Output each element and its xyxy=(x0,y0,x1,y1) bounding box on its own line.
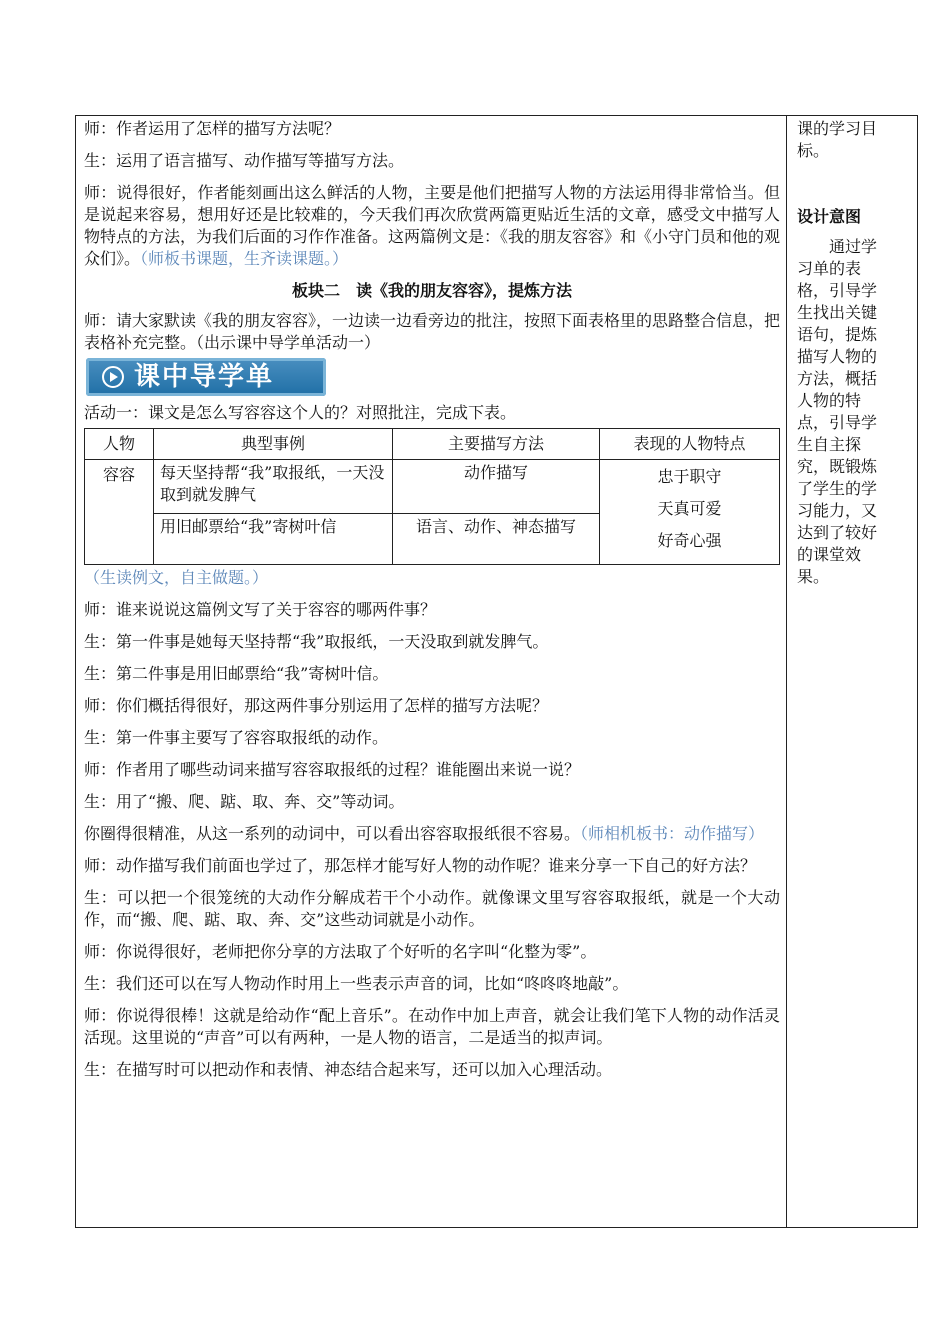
person-cell: 容容 xyxy=(85,460,154,565)
method-cell: 语言、动作、神态描写 xyxy=(393,513,600,565)
dialogue-text: 你圈得很精准，从这一系列的动词中，可以看出容容取报纸很不容易。 xyxy=(84,824,581,843)
header-cell: 典型事例 xyxy=(154,429,393,460)
dialogue-line: 生：用了“搬、爬、踮、取、奔、交”等动词。 xyxy=(84,792,405,811)
header-cell: 表现的人物特点 xyxy=(600,429,780,460)
side-column xyxy=(797,118,877,598)
dialogue-line: 师：你们概括得很好，那这两件事分别运用了怎样的描写方法呢？ xyxy=(84,696,549,715)
guide-banner xyxy=(86,358,326,396)
method-cell: 动作描写 xyxy=(393,460,600,514)
dialogue-line xyxy=(84,823,780,845)
trait: 好奇心强 xyxy=(657,531,722,550)
banner-text: 课中导学单 xyxy=(134,362,275,392)
teacher-note: （生读例文，自主做题。） xyxy=(84,568,269,587)
header-cell: 主要描写方法 xyxy=(393,429,600,460)
header-cell: 人物 xyxy=(85,429,154,460)
paragraph: 生：运用了语言描写、动作描写等描写方法。 xyxy=(84,151,405,170)
dialogue-line: 生：第一件事主要写了容容取报纸的动作。 xyxy=(84,728,389,747)
section-title: 板块二 读《我的朋友容容》，提炼方法 xyxy=(291,281,572,300)
paragraph-text: 师：说得很好，作者能刻画出这么鲜活的人物，主要是他们把描写人物的方法运用得非常恰当。但是说起来容易，想用好还是比较难的，今天我们再次欣赏两篇更贴近生活的文章，感受文中描写人物特点的方法，为我们后面的习作作准备。这两篇例文是：《我的朋友容容》和《小守门员和他的观众们》。 xyxy=(84,183,781,268)
dialogue-line: 生：第二件事是用旧邮票给“我”寄树叶信。 xyxy=(84,664,389,683)
dialogue-line: 生：第一件事是她每天坚持帮“我”取报纸，一天没取到就发脾气。 xyxy=(84,632,549,651)
event-cell: 每天坚持帮“我”取报纸，一天没取到就发脾气 xyxy=(154,460,393,514)
table-header-row xyxy=(85,429,780,460)
dialogue-line: 师：你说得很棒！这就是给动作“配上音乐”。在动作中加上声音，就会让我们笔下人物的动作活灵活现。这里说的“声音”可以有两种，一是人物的语言，二是适当的拟声词。 xyxy=(84,1006,780,1047)
trait: 天真可爱 xyxy=(657,499,722,518)
paragraph: 师：作者运用了怎样的描写方法呢？ xyxy=(84,119,341,138)
paragraph: 师：请大家默读《我的朋友容容》，一边读一边看旁边的批注，按照下面表格里的思路整合信息，把表格补充完整。（出示课中导学单活动一） xyxy=(84,311,781,352)
dialogue-line: 师：你说得很好，老师把你分享的方法取了个好听的名字叫“化整为零”。 xyxy=(84,942,597,961)
traits-cell xyxy=(600,460,780,565)
dialogue-line: 生：在描写时可以把动作和表情、神态结合起来写，还可以加入心理活动。 xyxy=(84,1060,613,1079)
design-intent-heading: 设计意图 xyxy=(797,207,862,226)
design-intent-text: 通过学习单的表格，引导学生找出关键语句，提炼描写人物的方法，概括人物的特点，引导学生自主探究，既锻炼了学生的学习能力，又达到了较好的课堂效果。 xyxy=(797,237,878,586)
dialogue-line: 师：作者用了哪些动词来描写容容取报纸的过程？谁能圈出来说一说？ xyxy=(84,760,581,779)
dialogue-line: 师：动作描写我们前面也学过了，那怎样才能写好人物的动作呢？谁来分享一下自己的好方法？ xyxy=(84,856,757,875)
main-column xyxy=(84,118,780,1091)
dialogue-line: 生：我们还可以在写人物动作时用上一些表示声音的词，比如“咚咚咚地敲”。 xyxy=(84,974,629,993)
table-row xyxy=(85,460,780,514)
activity-table xyxy=(84,428,780,565)
play-icon xyxy=(102,366,124,388)
event-cell: 用旧邮票给“我”寄树叶信 xyxy=(154,513,393,565)
activity-prompt: 活动一：课文是怎么写容容这个人的？对照批注，完成下表。 xyxy=(84,403,517,422)
dialogue-line: 生：可以把一个很笼统的大动作分解成若干个小动作。就像课文里写容容取报纸，就是一个大动作，而“搬、爬、踮、取、奔、交”这些动词就是小动作。 xyxy=(84,888,780,929)
side-text: 课的学习目标。 xyxy=(797,119,878,160)
column-divider xyxy=(786,115,787,1228)
teacher-note: （师相机板书：动作描写） xyxy=(580,824,765,843)
dialogue-line: 师：谁来说说这篇例文写了关于容容的哪两件事？ xyxy=(84,600,437,619)
trait: 忠于职守 xyxy=(657,467,722,486)
teacher-note: （师板书课题，生齐读课题。） xyxy=(140,249,349,268)
paragraph xyxy=(84,182,780,270)
